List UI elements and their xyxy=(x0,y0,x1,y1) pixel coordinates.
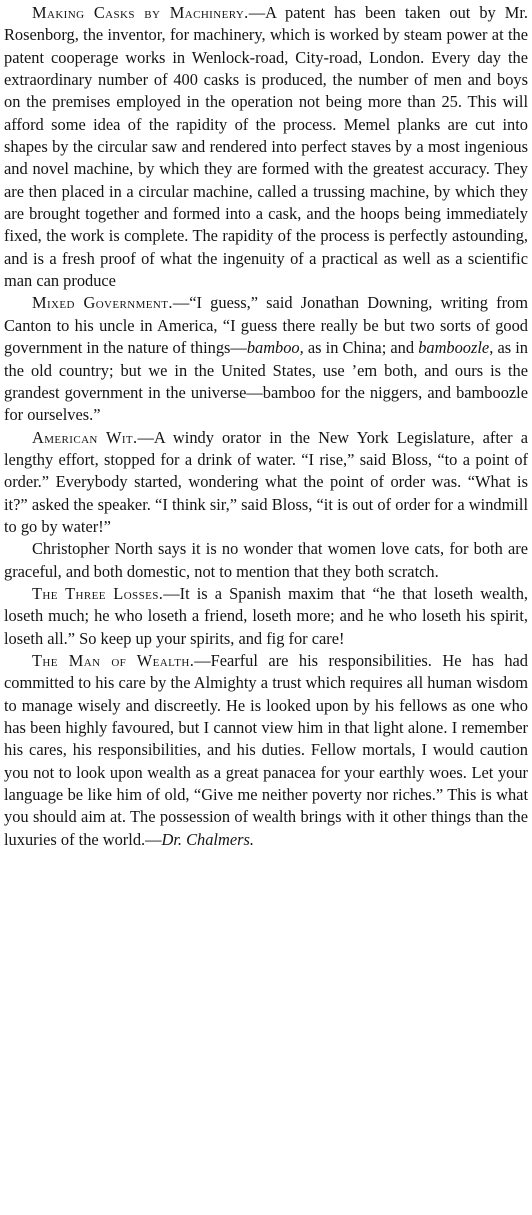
article-body: as in China; and xyxy=(303,338,419,358)
article-body: —Fearful are his responsibilities. He has had committed to his care by the Almighty a trust which requires all human wisdom to manage wisely and discreetly. He is looked upon by his fellows as one who has been highly favoured, but I cannot view him in that light alone. I remember his cares, his responsibilities, and his duties. Fellow mortals, I would caution you not to look upon wealth as a great panacea for your earthly woes. Let your language be like him of old, “Give me neither poverty nor riches.” This is what you should aim at. The possession of wealth brings with it other things than the luxuries of the world.— xyxy=(4,650,529,849)
article-heading: Mixed Government. xyxy=(32,293,173,313)
article-american-wit xyxy=(4,427,528,539)
article-heading: The Man of Wealth. xyxy=(32,650,195,670)
article-body: —A patent has been taken out by Mr. Rosenborg, the inventor, for machinery, which is worked by steam power at the patent cooperage works in Wenlock-road, City-road, London. Every day the extraordinary number of 400 casks is produced, the number of men and boys on the premises employed in the operation not being more than 25. This will afford some idea of the rapidity of the process. Memel planks are cut into shapes by the circular saw and rendered into perfect staves by a most ingenious and novel machine, by which they are formed with the greatest accuracy. They are then placed in a circular machine, called a trussing machine, by which they are brought together and formed into a cask, and the hoops being immediately fixed, the work is complete. The rapidity of the process is perfectly astounding, and is a fresh proof of what the ingenuity of a practical as well as a scientific man can produce xyxy=(4,3,528,291)
article-man-of-wealth xyxy=(4,650,528,851)
article-making-casks xyxy=(4,2,528,292)
article-heading: American Wit. xyxy=(32,427,138,447)
article-attribution: Dr. Chalmers. xyxy=(161,829,254,849)
article-three-losses xyxy=(4,583,528,650)
article-body: —“I guess,” said Jonathan Downing, writing from Canton to his uncle in America, “I guess there really be but two sorts of good government in the nature of things— xyxy=(4,293,528,358)
article-body: Christopher North says it is no wonder that women love cats, for both are graceful, and both domestic, not to mention that they both scratch. xyxy=(4,539,528,581)
article-body: as in the old country; but we in the United States, use ’em both, and ours is the grandest government in the universe—bamboo for the niggers, and bamboozle for ourselves.” xyxy=(4,338,528,425)
article-mixed-government xyxy=(4,292,528,426)
article-christopher-north xyxy=(4,538,528,583)
article-heading: The Three Losses. xyxy=(32,583,164,603)
article-body: —A windy orator in the New York Legislature, after a lengthy effort, stopped for a drink of water. “I rise,” said Bloss, “to a point of order.” Everybody started, wondering what the point of order was. “What is it?” asked the speaker. “I think sir,” said Bloss, “it is out of order for a windmill to go by water!” xyxy=(4,427,529,536)
article-italic-term: bamboozle, xyxy=(418,338,494,358)
article-italic-term: bamboo, xyxy=(246,338,304,358)
article-heading: Making Casks by Machinery. xyxy=(32,3,249,22)
article-body: —It is a Spanish maxim that “he that loseth wealth, loseth much; he who loseth a friend, loseth more; and he who loseth his spirit, loseth all.” So keep up your spirits, and fig for care! xyxy=(4,583,528,648)
